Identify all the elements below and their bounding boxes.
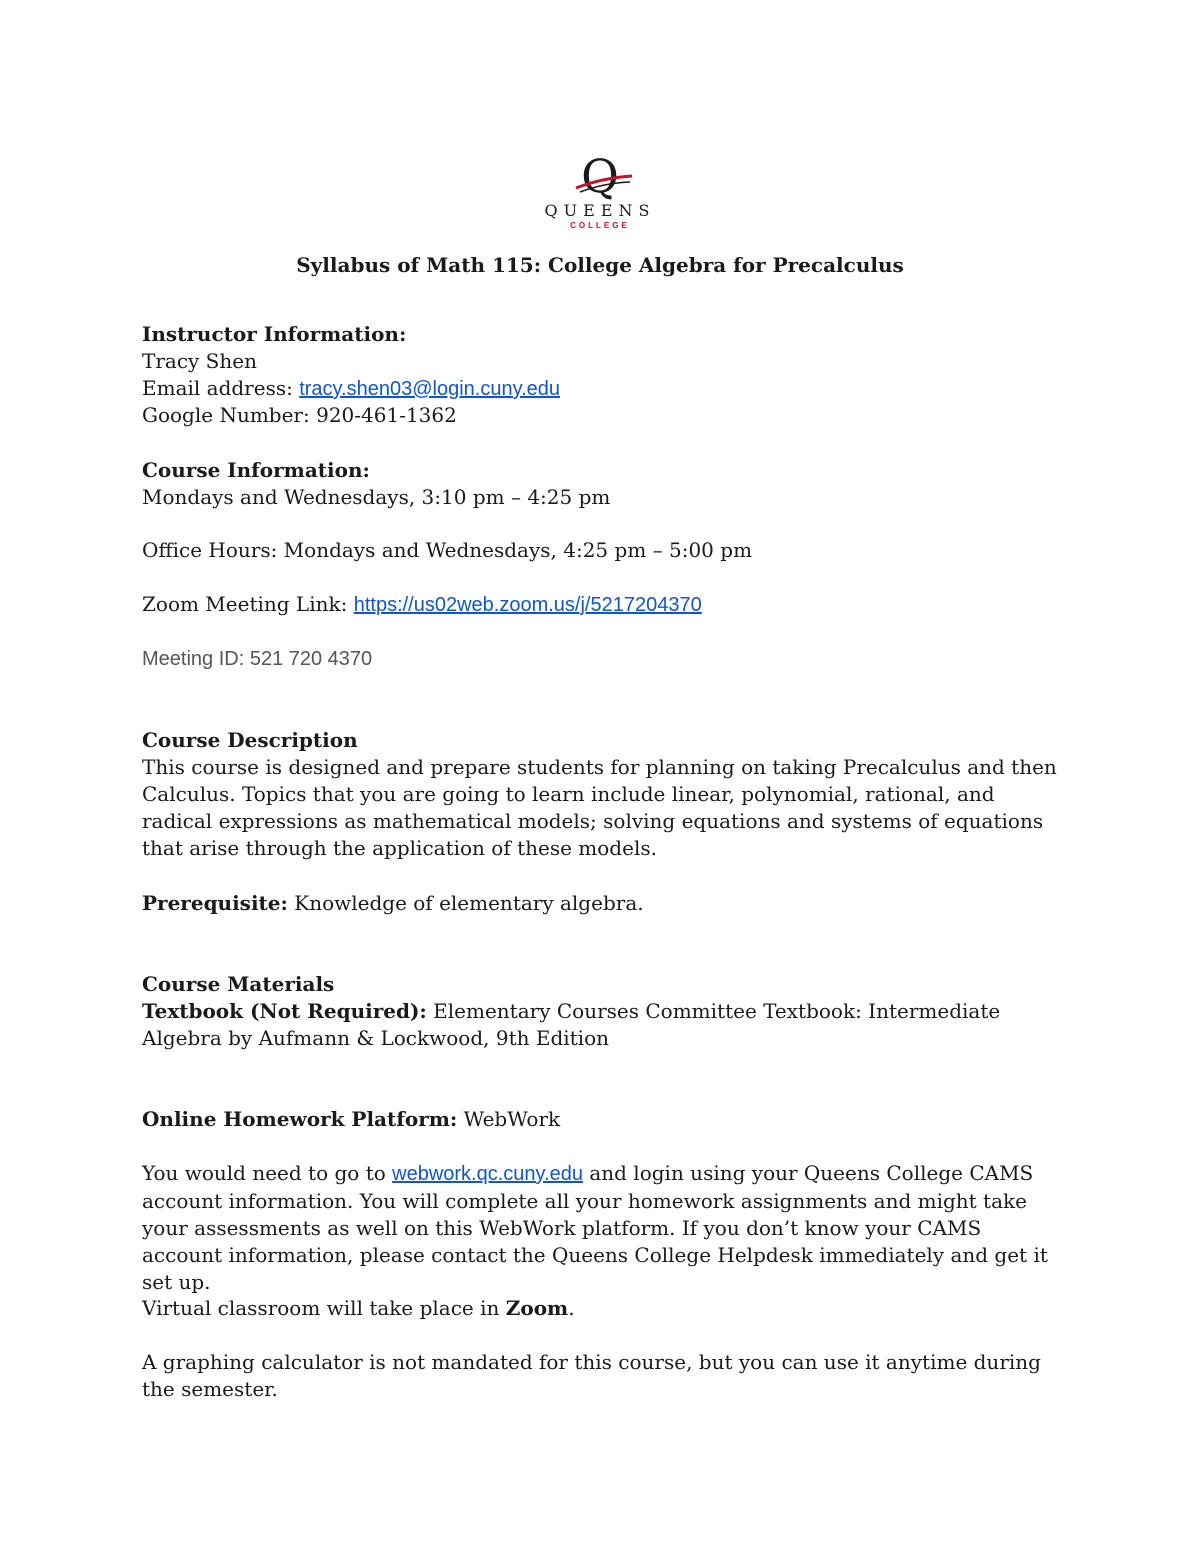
instructor-name: Tracy Shen	[142, 349, 257, 373]
queens-college-logo	[540, 148, 660, 234]
meeting-id: Meeting ID: 521 720 4370	[142, 648, 373, 670]
svg-text:COLLEGE: COLLEGE	[570, 221, 630, 230]
course-info-heading: Course Information:	[142, 458, 370, 482]
course-materials-heading: Course Materials	[142, 972, 335, 996]
homework-platform-label: Online Homework Platform:	[142, 1107, 458, 1131]
syllabus-title: Syllabus of Math 115: College Algebra for Precalculus	[296, 253, 904, 277]
prerequisite-line	[142, 890, 644, 917]
webwork-intro: You would need to go to	[142, 1161, 393, 1185]
homework-platform-name: WebWork	[457, 1107, 561, 1131]
webwork-paragraph	[142, 1160, 1062, 1296]
prerequisite-text: Knowledge of elementary algebra.	[287, 891, 644, 915]
office-hours: Office Hours: Mondays and Wednesdays, 4:25 pm – 5:00 pm	[142, 538, 753, 562]
textbook-text: Elementary Courses Committee Textbook: Intermediate Algebra by Aufmann & Lockwood, 9th Edition	[142, 999, 1001, 1050]
homework-platform-line	[142, 1106, 560, 1133]
course-description-heading: Course Description	[142, 728, 358, 752]
prerequisite-label: Prerequisite:	[142, 891, 288, 915]
email-link[interactable]: tracy.shen03@login.cuny.edu	[299, 378, 561, 400]
textbook-label: Textbook (Not Required):	[142, 999, 427, 1023]
webwork-rest: and login using your Queens College CAMS account information. You will complete all your homework assignments and might take your assessments as well on this WebWork platform. If you don’t know your CAMS account information, please contact the Queens College Helpdesk immediately and get it set up.	[142, 1161, 1048, 1294]
virtual-classroom-line	[142, 1295, 575, 1322]
virtual-zoom: Zoom	[505, 1296, 569, 1320]
email-label: Email address:	[142, 376, 300, 400]
instructor-email-line	[142, 375, 560, 403]
zoom-label: Zoom Meeting Link:	[142, 592, 354, 616]
virtual-text: Virtual classroom will take place in	[142, 1296, 506, 1320]
textbook-paragraph	[142, 998, 1062, 1052]
instructor-phone: Google Number: 920-461-1362	[142, 403, 457, 427]
calculator-paragraph: A graphing calculator is not mandated for this course, but you can use it anytime during the semester.	[142, 1350, 1041, 1401]
class-schedule: Mondays and Wednesdays, 3:10 pm – 4:25 pm	[142, 485, 611, 509]
webwork-link[interactable]: webwork.qc.cuny.edu	[392, 1163, 583, 1185]
svg-text:QUEENS: QUEENS	[544, 201, 656, 220]
svg-text:Q: Q	[581, 149, 619, 203]
zoom-meeting-link[interactable]: https://us02web.zoom.us/j/5217204370	[353, 594, 702, 616]
course-description-text: This course is designed and prepare students for planning on taking Precalculus and then Calculus. Topics that you are going to learn include linear, polynomial, rational, and radical expressions as mathematical models; solving equations and systems of equations that arise through the application of these models.	[142, 755, 1057, 860]
instructor-heading: Instructor Information:	[142, 322, 407, 346]
virtual-end: .	[568, 1296, 575, 1320]
zoom-link-line	[142, 591, 702, 619]
